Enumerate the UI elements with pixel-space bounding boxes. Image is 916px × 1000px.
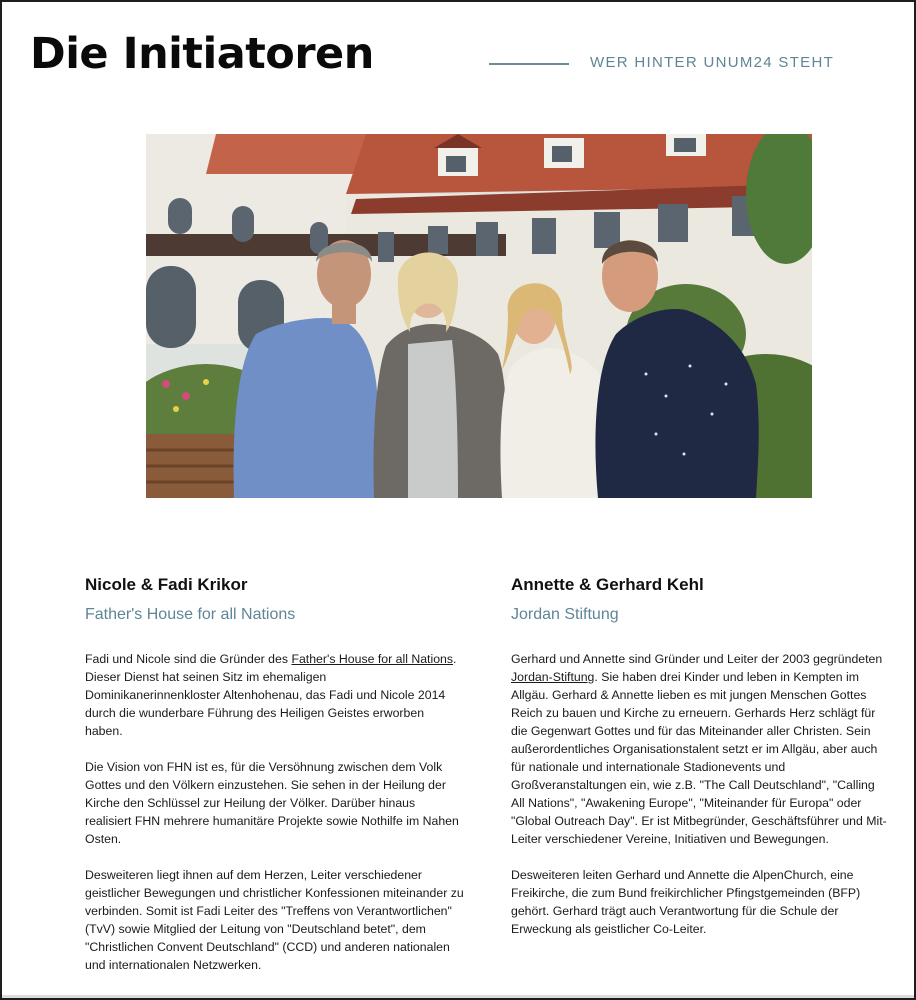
- profile-organization: Jordan Stiftung: [511, 606, 619, 623]
- paragraph-text: . Dieser Dienst hat seinen Sitz im ehemaligen Dominikanerinnenkloster Altenhohenau, das Fadi und Nicole 2014 durch die wunderbare Führung des Heiligen Geistes erworben haben.: [85, 652, 457, 738]
- fhn-link[interactable]: Father's House for all Nations: [291, 652, 454, 666]
- team-photo: [146, 134, 812, 498]
- profile-name: Annette & Gerhard Kehl: [511, 575, 704, 594]
- paragraph-text: Gerhard und Annette sind Gründer und Leiter der 2003 gegründeten: [511, 652, 883, 666]
- page-title: Die Initiatoren: [30, 29, 374, 79]
- profile-name: Nicole & Fadi Krikor: [85, 575, 248, 594]
- paragraph-text: Fadi und Nicole sind die Gründer des: [85, 652, 292, 666]
- profile-paragraph: Desweiteren liegt ihnen auf dem Herzen, Leiter verschiedener geistlicher Bewegungen und christlicher Konfessionen miteinander zu verbinden. Somit ist Fadi Leiter des "Treffens von Verantwortlichen" (TvV) sowie Mitglied der Leitung von "Deutschland betet", dem "Christlichen Convent Deutschland" (CCD) und anderen nationalen und internationalen Netzwerken.: [85, 868, 464, 972]
- profile-paragraph: Desweiteren leiten Gerhard und Annette die AlpenChurch, eine Freikirche, die zum Bund freikirchlicher Pfingstgemeinden (BFP) gehört. Gerhard trägt auch Verantwortung für die Schule der Erweckung als geistlicher Co-Leiter.: [511, 868, 861, 936]
- profile-krikor: [85, 574, 465, 974]
- profile-paragraph: [511, 650, 891, 848]
- paragraph-text: . Sie haben drei Kinder und leben in Kempten im Allgäu. Gerhard & Annette lieben es mit jungen Menschen Gottes Reich zu bauen und Kirche zu erneuern. Gerhards Herz schlägt für die Gegenwart Gottes und für das Miteinander aller Christen. Sein außerordentliches Organisationstalent setzt er im Allgäu, aber auch für nationale und internationale Stadionevents und Großveranstaltungen ein, wie z.B. "The Call Deutschland", "Calling All Nations", "Awakening Europe", "Miteinander für Europa" oder "Global Outreach Day". Er ist Mitbegründer, Geschäftsführer und Mit-Leiter verschiedener Vereine, Initiativen und Bewegungen.: [511, 670, 887, 846]
- title-divider: [489, 63, 569, 65]
- profile-kehl: [511, 574, 891, 938]
- bottom-divider: [2, 995, 916, 998]
- profile-paragraph: [85, 650, 465, 740]
- profile-paragraph: Die Vision von FHN ist es, für die Versöhnung zwischen dem Volk Gottes und den Völkern einzustehen. Sie sehen in der Heilung der Kirche den Schlüssel zur Heilung der Völker. Darüber hinaus realisiert FHN mehrere humanitäre Projekte sowie Nothilfe im Nahen Osten.: [85, 760, 459, 846]
- jordan-stiftung-link[interactable]: Jordan-Stiftung: [511, 670, 595, 684]
- page-subtitle: WER HINTER UNUM24 STEHT: [590, 54, 835, 71]
- profile-organization: Father's House for all Nations: [85, 606, 296, 623]
